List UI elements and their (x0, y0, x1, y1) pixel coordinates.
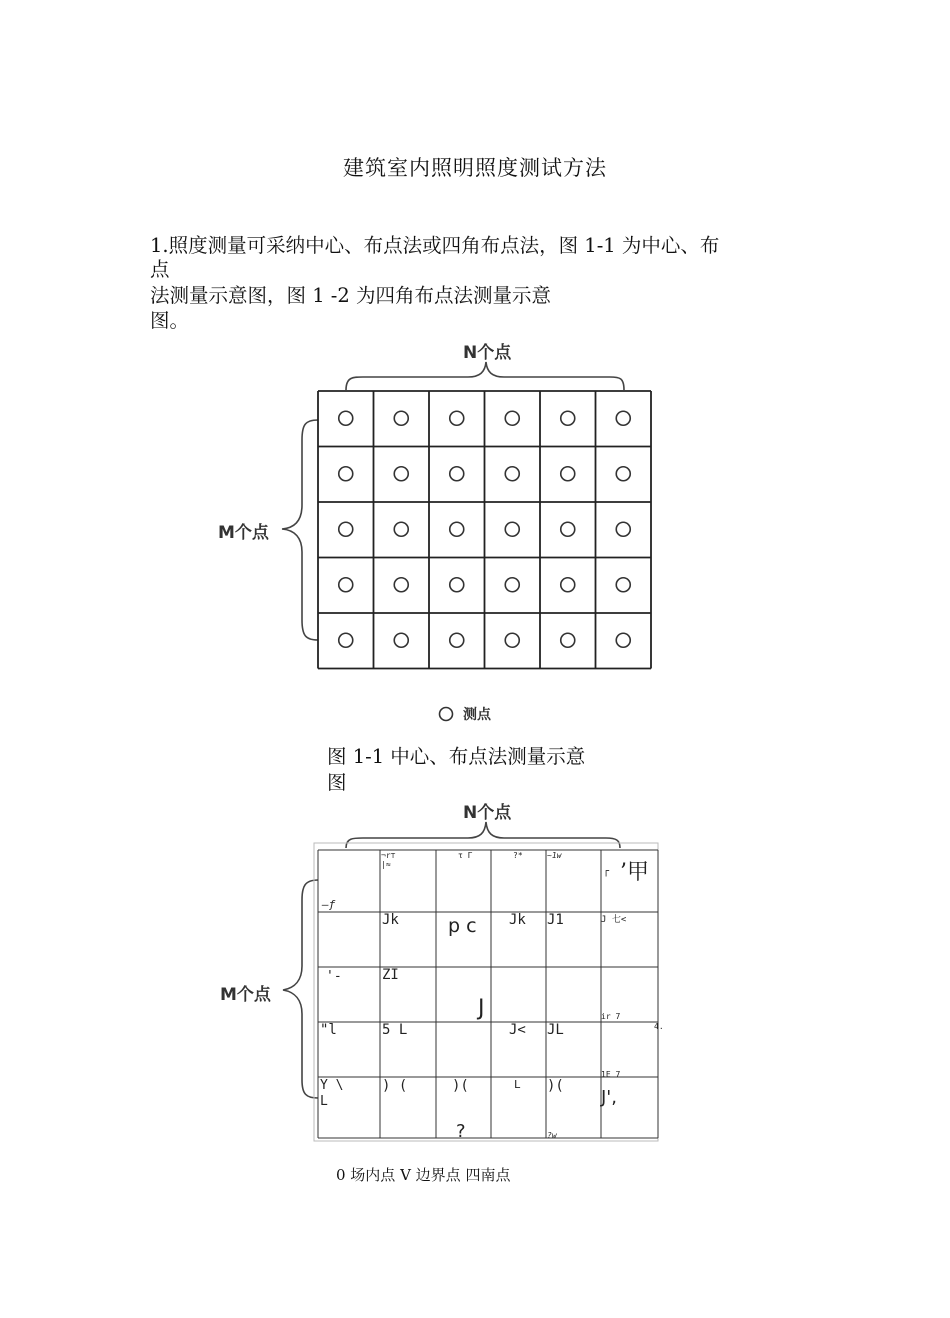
figure2-cell-text: ┌ (603, 866, 610, 877)
figure1-top-brace (346, 362, 624, 390)
measurement-point (561, 633, 575, 647)
measurement-point (450, 633, 464, 647)
figure2-cell-text: J 七< (601, 915, 627, 925)
measurement-point (616, 578, 630, 592)
paragraph-line-3: 法测量示意图，图 1 -2 为四角布点法测量示意 (150, 284, 551, 307)
measurement-point (505, 411, 519, 425)
measurement-point (616, 633, 630, 647)
figure2-cell-text: ~1w (547, 851, 562, 860)
figure2-cell-text: ’甲 (620, 860, 649, 885)
measurement-point (616, 522, 630, 536)
figure1-legend-marker-icon (437, 705, 455, 723)
measurement-point (339, 411, 353, 425)
figure1-m-label: M个点 (218, 523, 269, 543)
measurement-point (394, 633, 408, 647)
measurement-point (339, 578, 353, 592)
figure2-cell-text: p c (448, 915, 477, 937)
figure2-cell-text: Jk (382, 912, 399, 928)
document-title: 建筑室内照明照度测试方法 (343, 156, 607, 180)
figure2-legend: 0 场内点 V 边界点 四南点 (336, 1166, 511, 1184)
figure2-cell-text: ) ( (382, 1078, 408, 1094)
measurement-point (394, 522, 408, 536)
figure1-caption-line-1: 图 1-1 中心、布点法测量示意 (327, 745, 586, 768)
figure2-cell-text: ¬r⊤ |≈ (381, 851, 396, 869)
figure2-cell-text: Y \ L (320, 1078, 344, 1109)
figure1-caption-line-2: 图 (327, 771, 347, 794)
paragraph-line-2: 点 (150, 258, 170, 281)
measurement-point (339, 467, 353, 481)
figure2-cell-text: )( (547, 1078, 564, 1094)
figure2-cell-text: 1E 7 (601, 1070, 621, 1079)
figure2-cell-text: )( (452, 1078, 469, 1094)
measurement-point (450, 578, 464, 592)
figure2-cell-text: J1 (547, 912, 564, 928)
figure2-cell-text: ?* (513, 851, 523, 860)
measurement-point (505, 467, 519, 481)
figure2-cell-text: J< (509, 1022, 526, 1038)
measurement-point (505, 578, 519, 592)
figure2-cell-text: JL (547, 1022, 564, 1038)
figure2-cell-text: 5 L (382, 1022, 408, 1038)
figure1-grid (270, 355, 670, 685)
measurement-point (616, 467, 630, 481)
figure2-cell-text: L (514, 1078, 521, 1091)
figure2-left-brace (283, 880, 318, 1098)
figure2-cell-text: τ Γ (458, 851, 473, 860)
figure2-cell-text: "l (320, 1022, 337, 1038)
measurement-point (339, 633, 353, 647)
measurement-point (450, 411, 464, 425)
figure2-cell-text: '- (326, 969, 342, 984)
figure2-cell-text: —ƒ (322, 898, 336, 911)
figure2-cell-text: 4. (654, 1022, 664, 1031)
figure2-top-brace (346, 822, 620, 848)
measurement-point (394, 411, 408, 425)
measurement-point (505, 522, 519, 536)
figure2-cell-text: ? (456, 1121, 466, 1142)
figure1-legend-label: 测点 (463, 707, 491, 723)
measurement-point (561, 411, 575, 425)
measurement-point (505, 633, 519, 647)
figure2-cell-text: ?w (547, 1131, 557, 1140)
paragraph-line-1: 1.照度测量可采纳中心、布点法或四角布点法，图 1-1 为中心、布 (150, 234, 720, 257)
measurement-point (394, 467, 408, 481)
figure2-cell-text: J', (601, 1087, 617, 1108)
figure2-cell-text: ir 7 (601, 1012, 621, 1021)
measurement-point (339, 522, 353, 536)
measurement-point (450, 522, 464, 536)
measurement-point (561, 467, 575, 481)
measurement-point (561, 578, 575, 592)
figure2-cell-text: J (478, 996, 485, 1021)
figure1-n-label: N个点 (463, 343, 512, 363)
measurement-point (450, 467, 464, 481)
figure2-cell-text: ZI (382, 967, 399, 983)
measurement-point (561, 522, 575, 536)
measurement-point (394, 578, 408, 592)
measurement-point (616, 411, 630, 425)
figure2-cell-text: Jk (509, 912, 526, 928)
figure2-m-label: M个点 (220, 985, 271, 1005)
paragraph-line-4: 图。 (150, 309, 190, 332)
figure2-n-label: N个点 (463, 803, 512, 823)
figure1-left-brace (282, 420, 318, 640)
